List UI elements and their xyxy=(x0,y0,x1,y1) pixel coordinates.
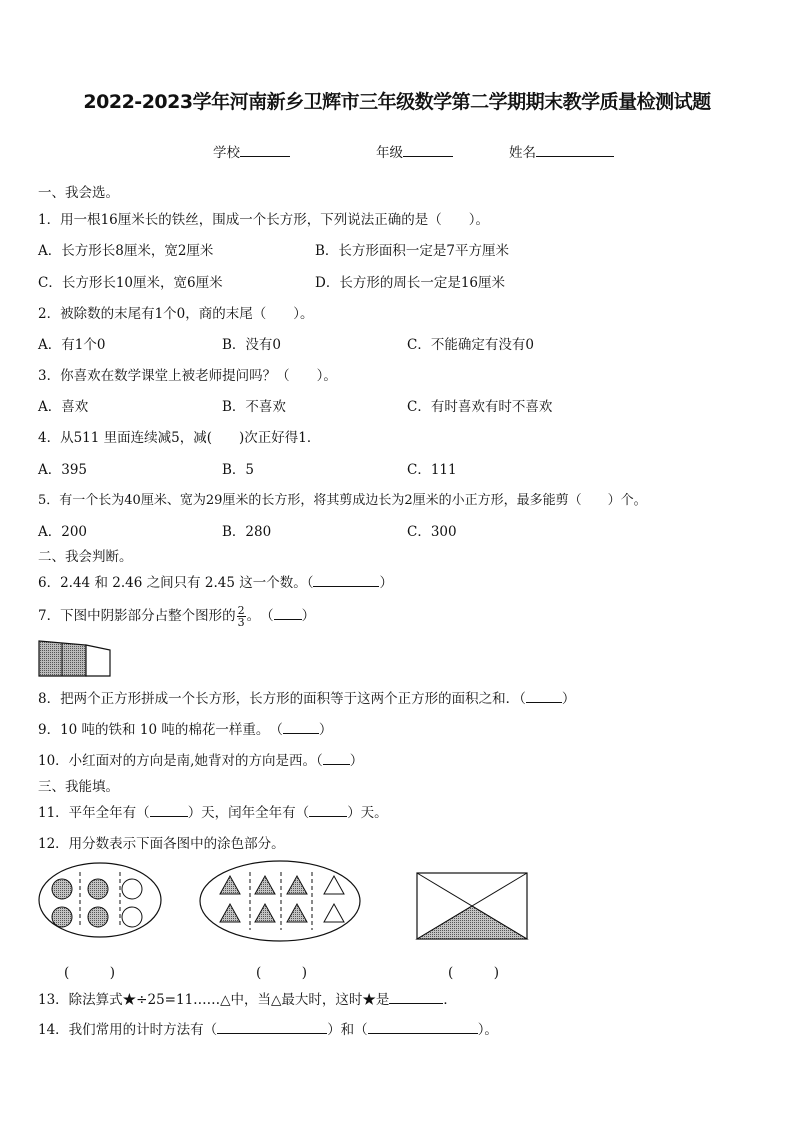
name-field[interactable] xyxy=(509,141,614,161)
question-7-close: ） xyxy=(301,608,316,624)
answer-blank-7[interactable] xyxy=(274,607,302,620)
question-14-text-c: ）。 xyxy=(477,1022,498,1038)
answer-blank-8[interactable] xyxy=(526,690,562,703)
question-12: 12．用分数表示下面各图中的涂色部分。 xyxy=(38,836,285,852)
question-8 xyxy=(38,687,575,707)
option-1d[interactable]: D．长方形的周长一定是16厘米 xyxy=(315,275,506,291)
question-9 xyxy=(38,718,332,738)
option-1b[interactable]: B．长方形面积一定是7平方厘米 xyxy=(315,243,510,259)
question-14 xyxy=(38,1018,498,1038)
section-heading: 二、我会判断。 xyxy=(38,549,133,565)
school-field[interactable] xyxy=(213,141,290,161)
answer-blank-6[interactable] xyxy=(313,574,379,587)
fraction-numerator: 2 xyxy=(237,604,245,617)
option-5a[interactable]: A．200 xyxy=(38,524,88,540)
question-4: 4．从511 里面连续减5，减( )次正好得1． xyxy=(38,430,321,446)
shaded-circle xyxy=(52,907,72,927)
answer-blank-14a[interactable] xyxy=(217,1021,327,1034)
question-9-text: 9．10 吨的铁和 10 吨的棉花一样重。 （ xyxy=(38,722,283,738)
question-7 xyxy=(38,604,315,628)
option-4b[interactable]: B．5 xyxy=(222,462,255,478)
option-2a[interactable]: A．有1个0 xyxy=(38,337,106,353)
question-11-text-c: ）天。 xyxy=(347,805,388,821)
question-14-text-b: ）和（ xyxy=(327,1022,368,1038)
option-3c[interactable]: C．有时喜欢有时不喜欢 xyxy=(407,399,553,415)
question-14-text-a: 14．我们常用的计时方法有（ xyxy=(38,1022,218,1038)
question-11 xyxy=(38,801,388,821)
question-2: 2．被除数的末尾有1个0，商的末尾（ ）。 xyxy=(38,306,314,322)
answer-blank-9[interactable] xyxy=(283,721,319,734)
answer-blank-13[interactable] xyxy=(389,991,443,1004)
empty-circle xyxy=(122,907,142,927)
question-13-text: 13．除法算式★÷25=11……△中，当△最大时，这时★是 xyxy=(38,992,390,1008)
question-6 xyxy=(38,571,393,591)
answer-blank-10[interactable] xyxy=(323,752,350,765)
question-11-text-b: ）天，闰年全年有（ xyxy=(187,805,310,821)
grade-field[interactable] xyxy=(376,141,453,161)
answer-blank-11a[interactable] xyxy=(150,804,188,817)
section-heading: 三、我能填。 xyxy=(38,779,119,795)
q7-shaded-figure xyxy=(38,640,112,678)
question-9-close: ） xyxy=(318,722,333,738)
option-4a[interactable]: A．395 xyxy=(38,462,88,478)
option-2b[interactable]: B．没有0 xyxy=(222,337,282,353)
shaded-circle xyxy=(88,879,108,899)
question-10-text: 10．小红面对的方向是南,她背对的方向是西。（ xyxy=(38,753,323,769)
page-title: 2022-2023学年河南新乡卫辉市三年级数学第二学期期末教学质量检测试题 xyxy=(83,91,711,113)
outer-ellipse xyxy=(200,861,360,941)
answer-paren-3[interactable]: ( ) xyxy=(448,965,500,981)
name-blank[interactable] xyxy=(536,144,614,157)
unshaded-region xyxy=(86,645,110,676)
question-6-close: ） xyxy=(379,575,393,591)
q12-triangles-figure xyxy=(199,860,361,942)
school-label: 学校 xyxy=(213,145,240,161)
option-4c[interactable]: C．111 xyxy=(407,462,457,478)
q12-rectangle-figure xyxy=(416,872,528,940)
school-blank[interactable] xyxy=(240,144,290,157)
grade-blank[interactable] xyxy=(403,144,453,157)
grade-label: 年级 xyxy=(376,145,403,161)
option-5b[interactable]: B．280 xyxy=(222,524,272,540)
question-8-text: 8．把两个正方形拼成一个长方形，长方形的面积等于这两个正方形的面积之和．（ xyxy=(38,691,526,707)
question-10 xyxy=(38,749,363,769)
question-11-text-a: 11．平年全年有（ xyxy=(38,805,150,821)
shaded-circle xyxy=(88,907,108,927)
name-label: 姓名 xyxy=(509,145,536,161)
option-5c[interactable]: C．300 xyxy=(407,524,457,540)
section-heading: 一、我会选。 xyxy=(38,185,119,201)
option-1a[interactable]: A．长方形长8厘米，宽2厘米 xyxy=(38,243,214,259)
fraction-denominator: 3 xyxy=(237,616,245,629)
option-3b[interactable]: B．不喜欢 xyxy=(222,399,286,415)
question-7-text: 7．下图中阴影部分占整个图形的 xyxy=(38,608,236,624)
answer-blank-14b[interactable] xyxy=(368,1021,478,1034)
fraction-two-thirds xyxy=(237,605,246,628)
answer-paren-2[interactable]: ( ) xyxy=(256,965,308,981)
question-6-text: 6．2.44 和 2.46 之间只有 2.45 这一个数。（ xyxy=(38,575,314,591)
shaded-circle xyxy=(52,879,72,899)
question-10-close: ） xyxy=(349,753,364,769)
option-3a[interactable]: A．喜欢 xyxy=(38,399,89,415)
question-8-close: ） xyxy=(561,691,576,707)
question-13-end: ． xyxy=(443,992,457,1008)
question-13 xyxy=(38,988,457,1008)
answer-paren-1[interactable]: ( ) xyxy=(64,965,116,981)
option-1c[interactable]: C．长方形长10厘米，宽6厘米 xyxy=(38,275,223,291)
question-7-mid: 。 （ xyxy=(246,608,274,624)
answer-blank-11b[interactable] xyxy=(309,804,347,817)
question-1: 1．用一根16厘米长的铁丝，围成一个长方形，下列说法正确的是（ ）。 xyxy=(38,212,490,228)
question-5: 5．有一个长为40厘米、宽为29厘米的长方形，将其剪成边长为2厘米的小正方形，最多能剪（ ）个。 xyxy=(38,493,647,508)
empty-circle xyxy=(122,879,142,899)
q12-circles-figure xyxy=(38,862,162,940)
option-2c[interactable]: C．不能确定有没有0 xyxy=(407,337,534,353)
question-3: 3．你喜欢在数学课堂上被老师提问吗？（ ）。 xyxy=(38,368,337,384)
